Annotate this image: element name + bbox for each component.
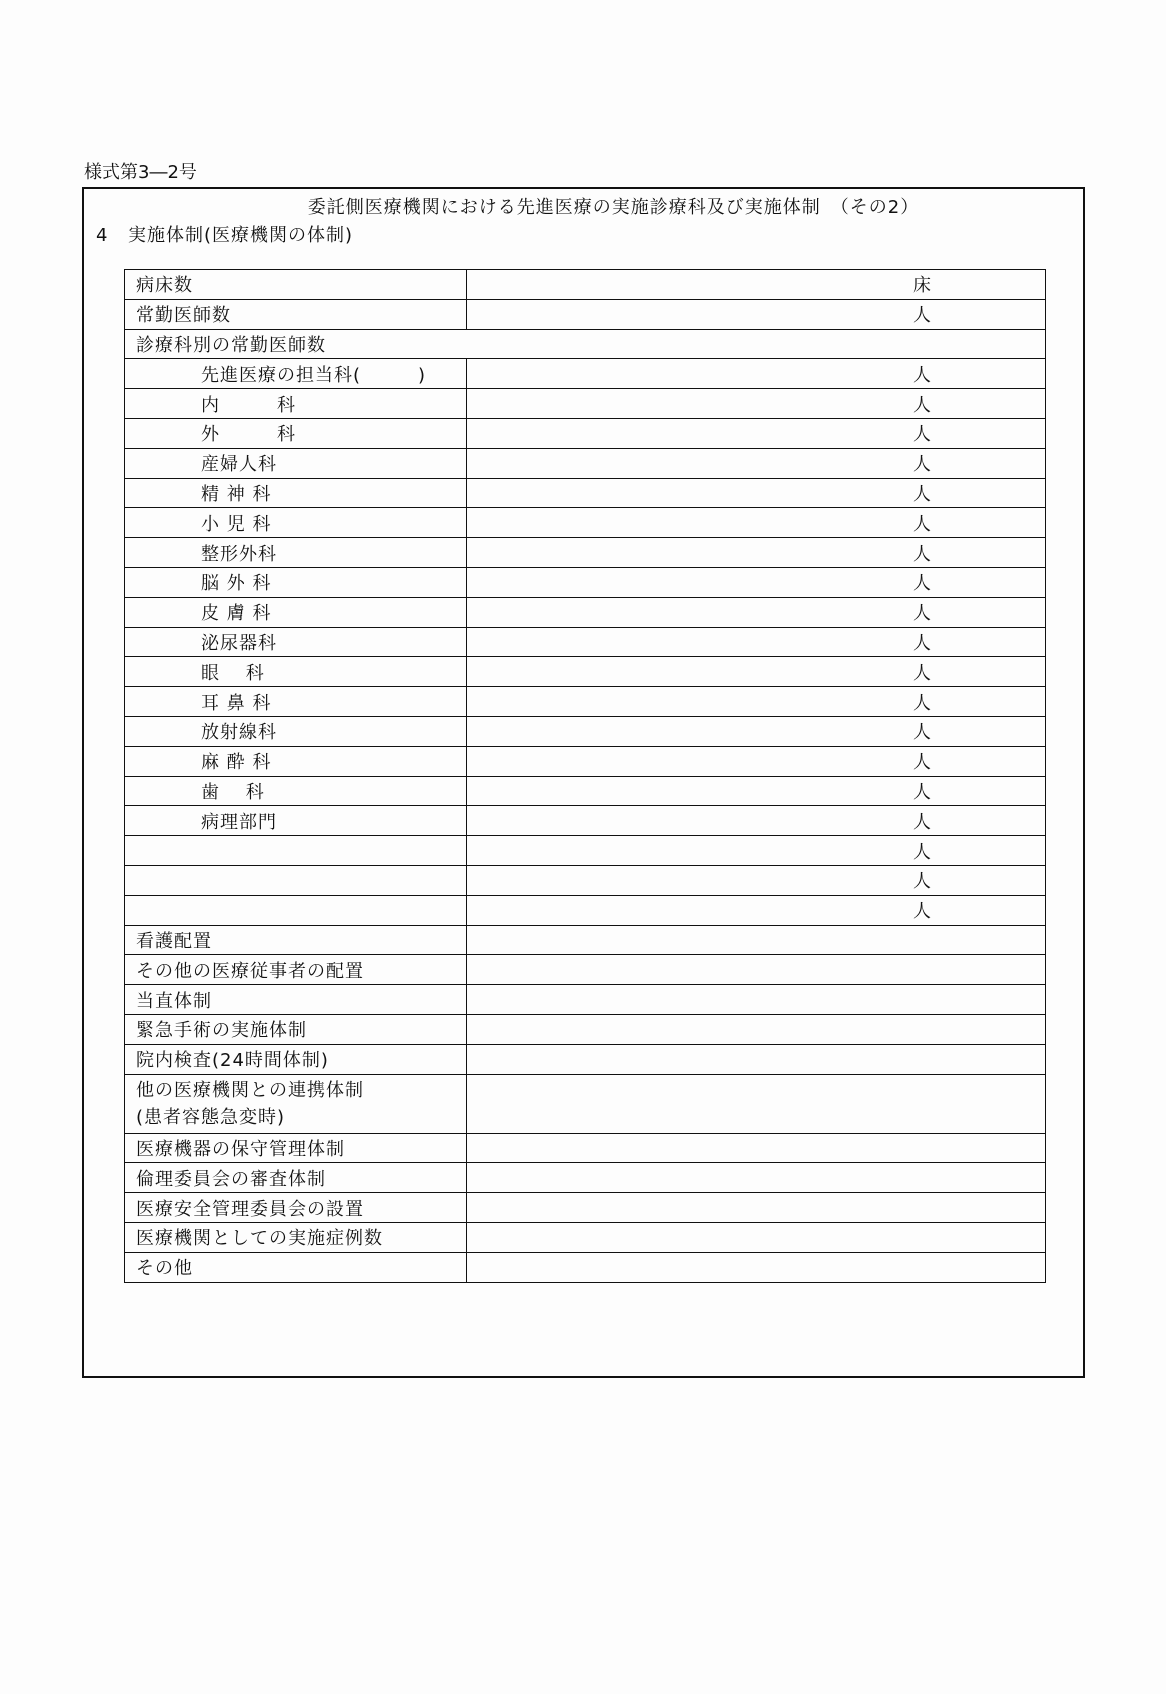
table-row	[125, 716, 1046, 746]
row-value-field[interactable]	[467, 1222, 1046, 1252]
table-row	[125, 478, 1046, 508]
table-row	[125, 597, 1046, 627]
table-row	[125, 1222, 1046, 1252]
row-label: 病床数	[125, 270, 467, 300]
table-row	[125, 836, 1046, 866]
row-label: 常勤医師数	[125, 299, 467, 329]
row-value-field[interactable]	[467, 1133, 1046, 1163]
row-label: 脳 外 科	[125, 567, 467, 597]
table-row	[125, 657, 1046, 687]
row-value-field[interactable]: 人	[467, 418, 1046, 448]
section-heading	[96, 221, 353, 247]
row-label: 整形外科	[125, 538, 467, 568]
row-label: その他の医療従事者の配置	[125, 955, 467, 985]
table-row	[125, 389, 1046, 419]
row-value-field[interactable]	[467, 1193, 1046, 1223]
row-value-field[interactable]: 人	[467, 806, 1046, 836]
row-label: 産婦人科	[125, 448, 467, 478]
row-label	[125, 895, 467, 925]
row-label: 病理部門	[125, 806, 467, 836]
page-title: 委託側医療機関における先進医療の実施診療科及び実施体制 （その2）	[307, 197, 920, 218]
row-label: 先進医療の担当科( )	[125, 359, 467, 389]
table-row	[125, 359, 1046, 389]
row-value-field[interactable]	[467, 1074, 1046, 1133]
table-row	[125, 955, 1046, 985]
table-row	[125, 925, 1046, 955]
table-row	[125, 746, 1046, 776]
row-value-field[interactable]	[467, 1044, 1046, 1074]
row-label: 皮 膚 科	[125, 597, 467, 627]
row-label: 倫理委員会の審査体制	[125, 1163, 467, 1193]
table-row	[125, 1163, 1046, 1193]
table-row	[125, 776, 1046, 806]
row-value-field[interactable]: 人	[467, 359, 1046, 389]
row-label: 精 神 科	[125, 478, 467, 508]
row-label: 内 科	[125, 389, 467, 419]
table-row	[125, 1014, 1046, 1044]
row-value-field[interactable]	[467, 1252, 1046, 1282]
row-label	[125, 1074, 467, 1133]
table-row	[125, 985, 1046, 1015]
row-label-line1: 他の医療機関との連携体制	[136, 1079, 364, 1101]
row-value-field[interactable]: 人	[467, 687, 1046, 717]
row-value-field[interactable]: 人	[467, 627, 1046, 657]
row-value-field[interactable]: 人	[467, 567, 1046, 597]
table-row	[125, 448, 1046, 478]
table-row	[125, 270, 1046, 300]
row-label: 医療安全管理委員会の設置	[125, 1193, 467, 1223]
table-row	[125, 865, 1046, 895]
row-value-field[interactable]: 人	[467, 895, 1046, 925]
table-row	[125, 538, 1046, 568]
table-row	[125, 1044, 1046, 1074]
row-label	[125, 865, 467, 895]
row-label: 泌尿器科	[125, 627, 467, 657]
row-label: 緊急手術の実施体制	[125, 1014, 467, 1044]
row-value-field[interactable]: 人	[467, 448, 1046, 478]
row-label: 医療機器の保守管理体制	[125, 1133, 467, 1163]
table-row	[125, 508, 1046, 538]
row-value-field[interactable]: 人	[467, 538, 1046, 568]
row-label: 耳 鼻 科	[125, 687, 467, 717]
row-value-field[interactable]	[467, 925, 1046, 955]
row-label: 診療科別の常勤医師数	[125, 329, 1046, 359]
row-value-field[interactable]: 床	[467, 270, 1046, 300]
row-value-field[interactable]: 人	[467, 776, 1046, 806]
structure-table	[124, 269, 1046, 1283]
row-value-field[interactable]: 人	[467, 746, 1046, 776]
row-value-field[interactable]: 人	[467, 836, 1046, 866]
row-label-line2: (患者容態急変時)	[136, 1106, 286, 1128]
row-label: 放射線科	[125, 716, 467, 746]
form-number: 様式第3―2号	[84, 162, 197, 183]
table-row	[125, 806, 1046, 836]
table-row	[125, 1193, 1046, 1223]
row-value-field[interactable]: 人	[467, 389, 1046, 419]
row-value-field[interactable]: 人	[467, 478, 1046, 508]
row-label: その他	[125, 1252, 467, 1282]
row-label: 院内検査(24時間体制)	[125, 1044, 467, 1074]
row-label: 眼 科	[125, 657, 467, 687]
table-row	[125, 1133, 1046, 1163]
row-value-field[interactable]: 人	[467, 299, 1046, 329]
row-value-field[interactable]	[467, 1163, 1046, 1193]
row-value-field[interactable]: 人	[467, 597, 1046, 627]
section-label: 実施体制(医療機関の体制)	[128, 225, 354, 246]
row-label: 麻 酔 科	[125, 746, 467, 776]
row-label: 小 児 科	[125, 508, 467, 538]
table-row	[125, 687, 1046, 717]
row-label: 当直体制	[125, 985, 467, 1015]
table-row	[125, 418, 1046, 448]
row-value-field[interactable]	[467, 985, 1046, 1015]
table-row	[125, 1252, 1046, 1282]
row-label: 歯 科	[125, 776, 467, 806]
row-value-field[interactable]	[467, 955, 1046, 985]
row-value-field[interactable]: 人	[467, 508, 1046, 538]
table-row	[125, 627, 1046, 657]
table-row	[125, 299, 1046, 329]
row-value-field[interactable]	[467, 1014, 1046, 1044]
row-value-field[interactable]: 人	[467, 716, 1046, 746]
row-label	[125, 836, 467, 866]
section-number: 4	[96, 225, 109, 246]
row-label: 外 科	[125, 418, 467, 448]
row-value-field[interactable]: 人	[467, 657, 1046, 687]
row-label: 看護配置	[125, 925, 467, 955]
form-frame	[82, 187, 1085, 1378]
table-row	[125, 895, 1046, 925]
table-row	[125, 567, 1046, 597]
table-row	[125, 1074, 1046, 1133]
row-label: 医療機関としての実施症例数	[125, 1222, 467, 1252]
row-value-field[interactable]: 人	[467, 865, 1046, 895]
table-row	[125, 329, 1046, 359]
